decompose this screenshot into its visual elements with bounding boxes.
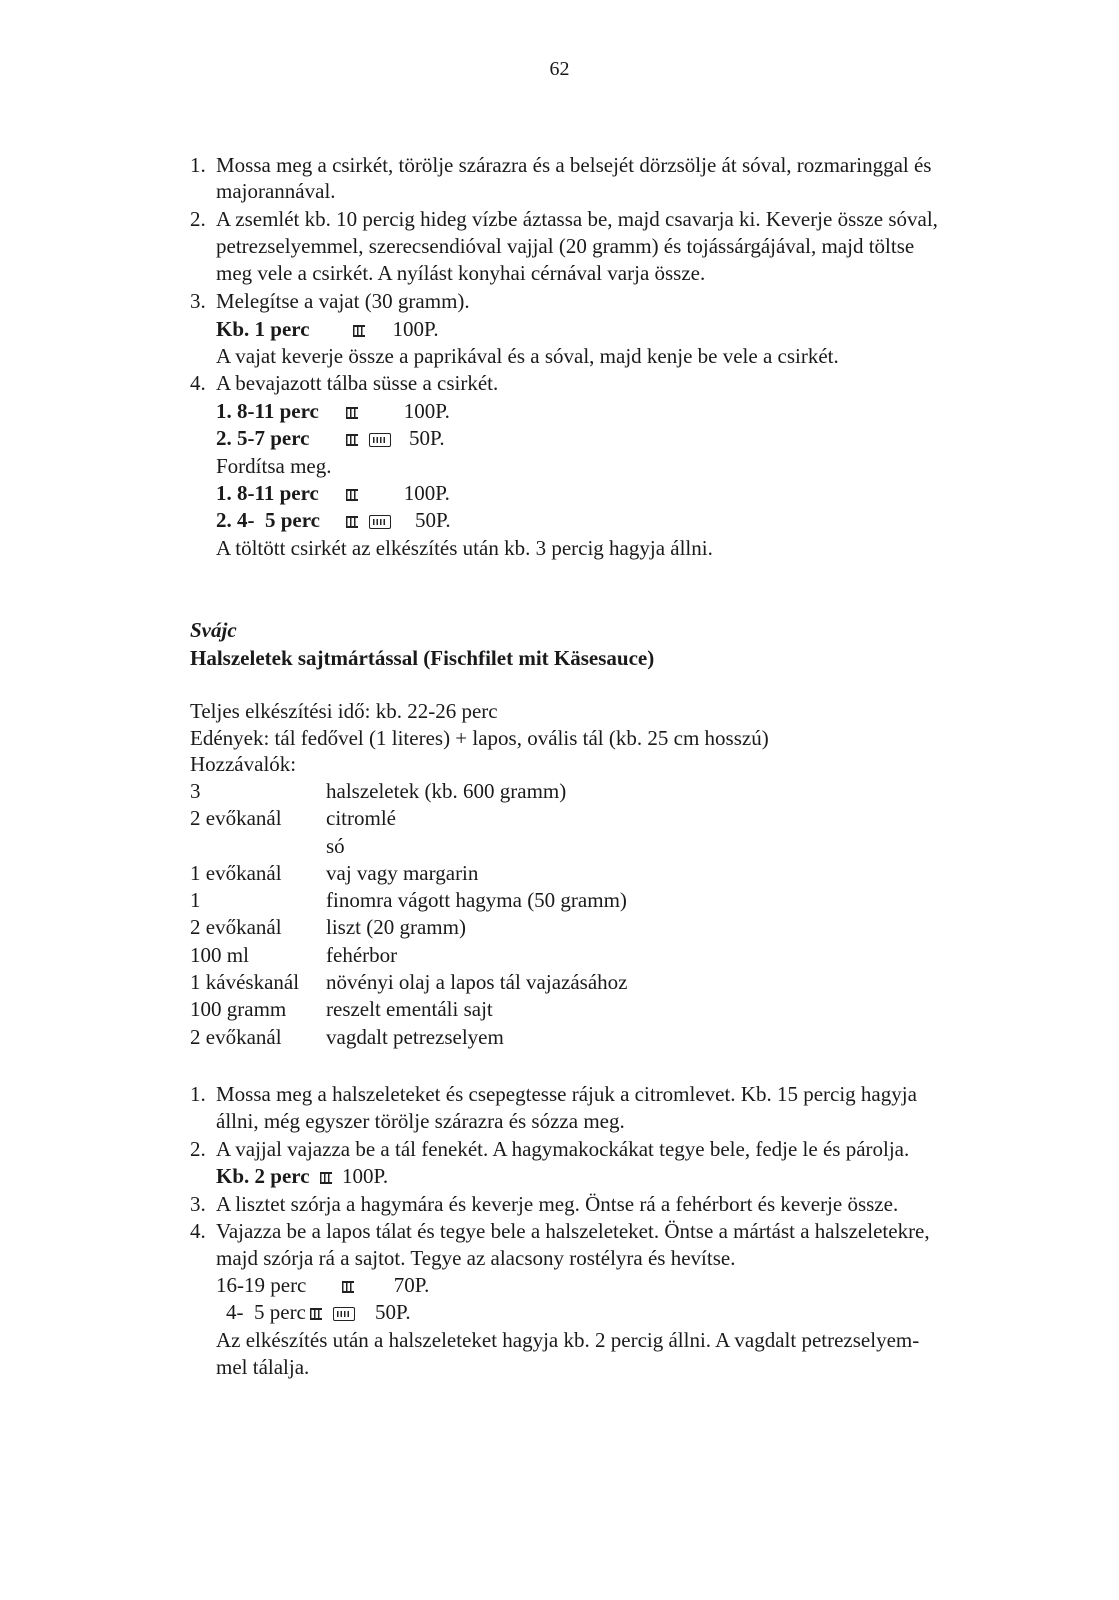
setting-time: 4- 5 perc [226, 1300, 306, 1324]
r1-step4-text: A bevajazott tálba süsse a csirkét. [216, 371, 499, 395]
setting-time: Kb. 1 perc [216, 317, 310, 341]
r1-step2-line2: petrezselyemmel, szerecsendióval vajjal (20 gramm) és tojássárgájával, majd töltse [216, 234, 915, 258]
r2-setting-2 [226, 1299, 411, 1325]
setting-time: 1. 8-11 perc [216, 399, 319, 423]
r1-final-note: A töltött csirkét az elkészítés után kb. 3 percig hagyja állni. [216, 536, 713, 560]
microwave-icon [345, 433, 359, 447]
r1-step3-setting [216, 316, 439, 342]
ingredient-item: fehérbor [326, 942, 398, 967]
microwave-icon [345, 488, 359, 502]
setting-power: 100P. [403, 399, 450, 423]
r1-step1-num: 1. [190, 153, 206, 177]
setting-power: 100P. [342, 1164, 389, 1188]
r2-step4-line2: majd szórja rá a sajtot. Tegye az alacsony rostélyra és hevítse. [216, 1246, 736, 1270]
r1-setting-3 [216, 480, 450, 506]
setting-power: 100P. [403, 481, 450, 505]
ingredient-item: liszt (20 gramm) [326, 915, 466, 940]
ingredient-item: finomra vágott hagyma (50 gramm) [326, 888, 627, 913]
microwave-icon [345, 406, 359, 420]
setting-time: Kb. 2 perc [216, 1164, 310, 1188]
r1-step3-num: 3. [190, 289, 206, 313]
setting-time: 2. 4- 5 perc [216, 508, 321, 532]
r2-step2-setting [216, 1163, 388, 1189]
setting-power: 70P. [393, 1273, 430, 1297]
r2-step2-text: A vajjal vajazza be a tál fenekét. A hagymakockákat tegye bele, fedje le és párolja. [216, 1137, 910, 1161]
ingredient-item: vagdalt petrezselyem [326, 1024, 504, 1049]
r1-step2-line3: meg vele a csirkét. A nyílást konyhai cérnával varja össze. [216, 261, 706, 285]
r2-step2-num: 2. [190, 1137, 206, 1161]
grill-icon [369, 515, 391, 529]
r2-step4-line1: Vajazza be a lapos tálat és tegye bele a halszeleteket. Öntse a mártást a halszeletekre, [216, 1219, 930, 1243]
recipe-country: Svájc [190, 618, 237, 642]
microwave-icon [352, 324, 366, 338]
microwave-icon [319, 1171, 333, 1185]
r2-final-line2: mel tálalja. [216, 1355, 310, 1379]
setting-power: 50P. [409, 426, 445, 450]
dishes: Edények: tál fedővel (1 literes) + lapos, ovális tál (kb. 25 cm hosszú) [190, 726, 769, 750]
grill-icon [369, 433, 391, 447]
microwave-icon [345, 515, 359, 529]
r2-step3-num: 3. [190, 1192, 206, 1216]
r2-setting-1 [216, 1272, 429, 1298]
ingredient-qty: 1 evőkanál [190, 860, 282, 885]
recipe-title: Halszeletek sajtmártással (Fischfilet mit Käsesauce) [190, 646, 655, 670]
page-number: 62 [549, 58, 570, 80]
r2-final-line1: Az elkészítés után a halszeleteket hagyja kb. 2 percig állni. A vagdalt petrezselyem- [216, 1328, 920, 1352]
ingredients-label: Hozzávalók: [190, 752, 297, 776]
ingredient-item: halszeletek (kb. 600 gramm) [326, 779, 567, 803]
r1-turn-note: Fordítsa meg. [216, 454, 332, 478]
r1-step3-line1: Melegítse a vajat (30 gramm). [216, 289, 470, 313]
r1-step3-after: A vajat keverje össze a paprikával és a sóval, majd kenje be vele a csirkét. [216, 344, 839, 368]
setting-power: 50P. [415, 508, 451, 532]
r2-step1-line2: állni, még egyszer törölje szárazra és sózza meg. [216, 1109, 625, 1133]
ingredient-item: vaj vagy margarin [326, 860, 479, 885]
ingredient-item: növényi olaj a lapos tál vajazásához [326, 970, 628, 995]
setting-time: 16-19 perc [216, 1273, 307, 1297]
ingredient-qty: 3 [190, 779, 201, 803]
setting-time: 1. 8-11 perc [216, 481, 319, 505]
r1-setting-4 [216, 507, 451, 533]
setting-power: 100P. [392, 317, 439, 341]
r1-step2-line1: A zsemlét kb. 10 percig hideg vízbe áztassa be, majd csavarja ki. Keverje össze sóval, [216, 207, 938, 231]
r2-step1-line1: Mossa meg a halszeleteket és csepegtesse rájuk a citromlevet. Kb. 15 percig hagyja [216, 1082, 917, 1106]
microwave-icon [309, 1307, 323, 1321]
ingredient-item: citromlé [326, 806, 396, 831]
ingredient-qty: 2 evőkanál [190, 806, 282, 831]
ingredient-qty: 1 [190, 888, 201, 913]
microwave-icon [341, 1280, 355, 1294]
ingredient-qty: 100 gramm [190, 997, 287, 1022]
setting-power: 50P. [375, 1300, 411, 1324]
total-time: Teljes elkészítési idő: kb. 22-26 perc [190, 699, 498, 723]
grill-icon [333, 1307, 355, 1321]
r1-step1-line2: majorannával. [216, 179, 336, 203]
ingredient-qty: 2 evőkanál [190, 915, 282, 940]
r1-step2-num: 2. [190, 207, 206, 231]
ingredient-qty: 100 ml [190, 942, 249, 967]
r1-setting-2 [216, 425, 445, 451]
r1-setting-1 [216, 398, 450, 424]
ingredient-item: só [326, 833, 345, 858]
r1-step4-num: 4. [190, 371, 206, 395]
r2-step1-num: 1. [190, 1082, 206, 1106]
r2-step3-text: A lisztet szórja a hagymára és keverje meg. Öntse rá a fehérbort és keverje össze. [216, 1192, 899, 1216]
ingredient-qty: 1 kávéskanál [190, 970, 300, 995]
ingredient-qty: 2 evőkanál [190, 1024, 282, 1049]
r1-step1-line1: Mossa meg a csirkét, törölje szárazra és a belsejét dörzsölje át sóval, rozmaringgal és [216, 153, 932, 177]
r2-step4-num: 4. [190, 1219, 206, 1243]
ingredient-item: reszelt ementáli sajt [326, 997, 493, 1022]
setting-time: 2. 5-7 perc [216, 426, 310, 450]
